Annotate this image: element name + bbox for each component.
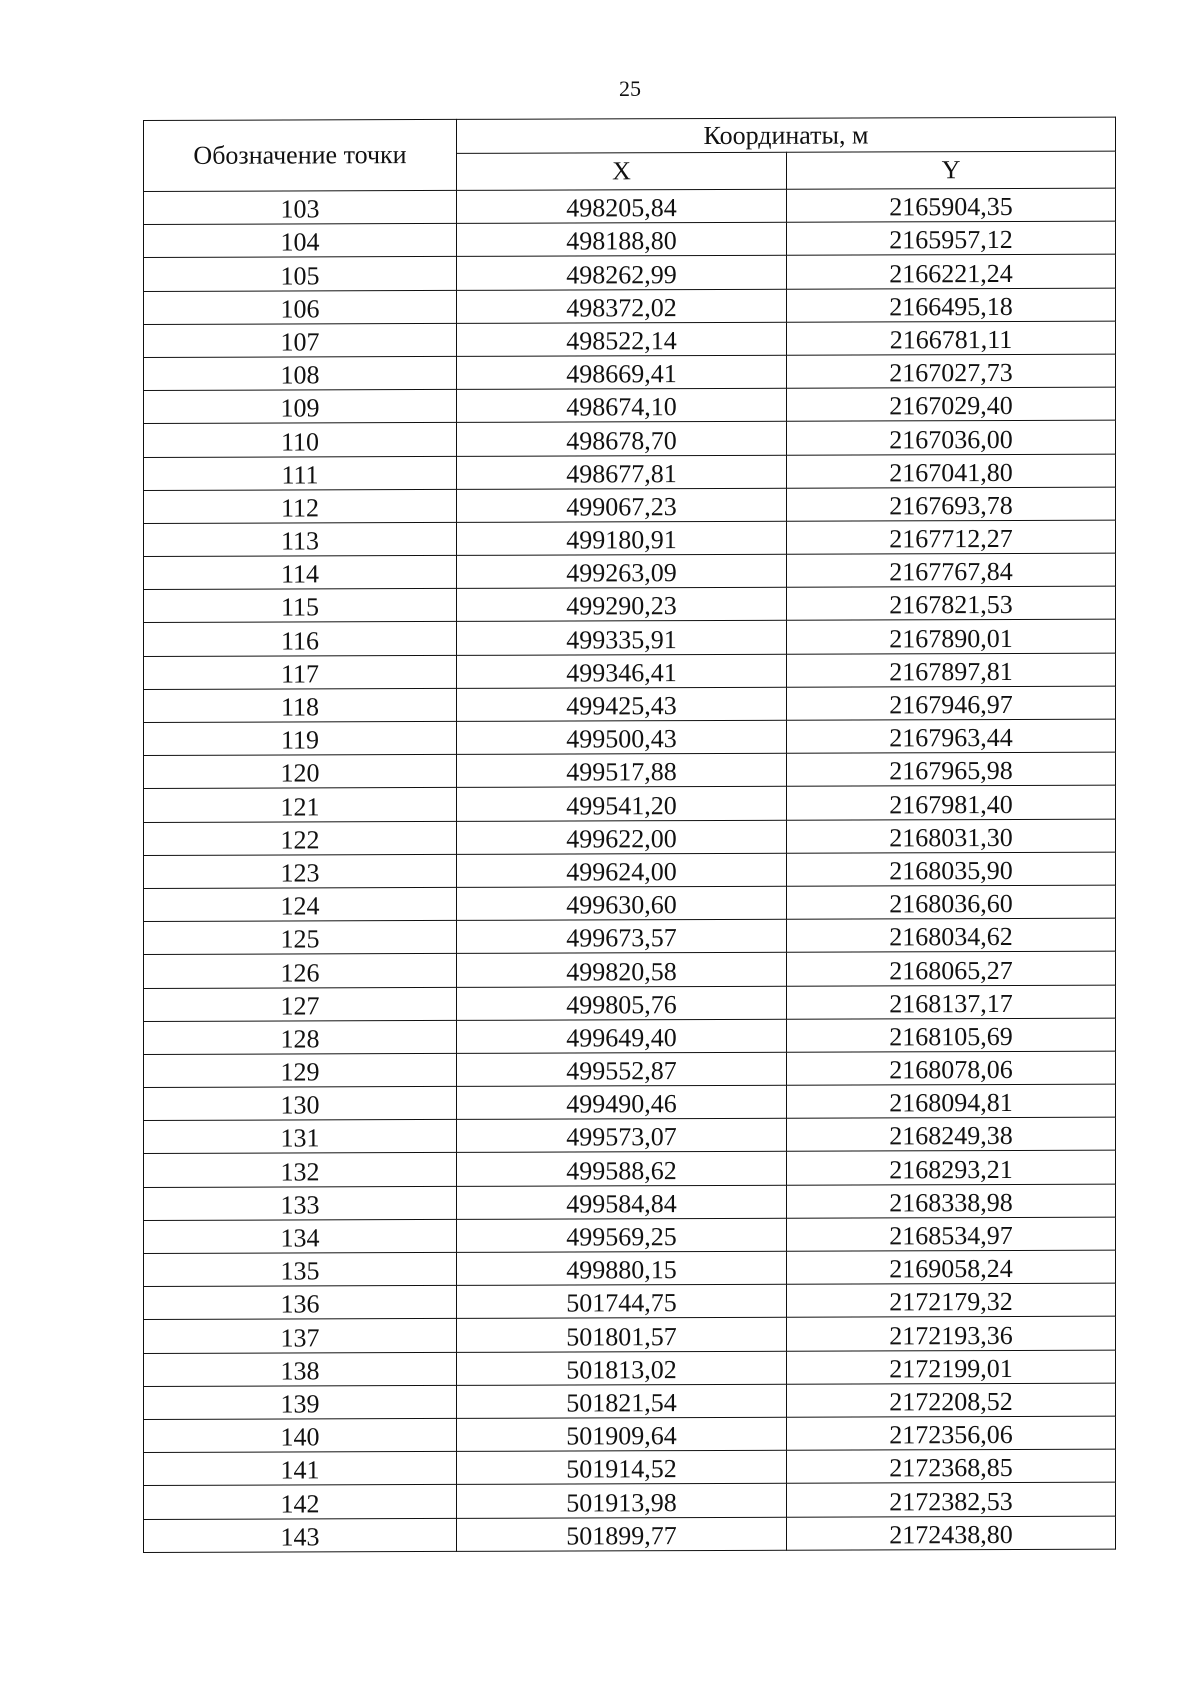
y-coordinate-cell-value: 2167981,40	[889, 789, 1013, 819]
x-coordinate-cell-value: 499805,76	[566, 989, 677, 1020]
x-coordinate-cell-value: 499584,84	[566, 1188, 677, 1219]
table-row	[144, 1051, 1116, 1088]
x-coordinate-cell	[457, 422, 787, 456]
table-row	[144, 586, 1116, 623]
point-cell	[144, 390, 457, 424]
x-coordinate-cell	[457, 1119, 787, 1153]
point-cell	[144, 1153, 457, 1187]
table-row	[144, 1018, 1116, 1055]
y-coordinate-cell	[787, 1250, 1116, 1284]
point-cell	[144, 1286, 457, 1320]
y-coordinate-cell	[787, 1018, 1116, 1052]
x-coordinate-cell	[457, 1251, 787, 1285]
x-coordinate-cell	[457, 1085, 787, 1119]
point-cell	[144, 257, 457, 291]
x-coordinate-cell	[457, 753, 787, 787]
y-coordinate-cell-value: 2168078,06	[889, 1055, 1013, 1085]
y-coordinate-cell	[787, 852, 1116, 886]
table-row	[144, 918, 1116, 955]
y-column-header: Y	[787, 152, 1116, 190]
y-coordinate-cell-value: 2172438,80	[889, 1519, 1013, 1550]
point-cell	[144, 1518, 457, 1552]
point-cell-value: 109	[280, 393, 320, 423]
table-row	[144, 321, 1116, 358]
y-coordinate-cell	[787, 686, 1116, 720]
table-row	[144, 1350, 1116, 1387]
x-coordinate-cell-value: 499067,23	[566, 492, 677, 522]
table-row	[144, 885, 1116, 922]
x-coordinate-cell-value: 498674,10	[566, 392, 677, 422]
x-coordinate-cell	[457, 256, 787, 290]
x-coordinate-cell-value: 498677,81	[566, 458, 677, 489]
table-row	[144, 785, 1116, 822]
y-coordinate-cell-value: 2167821,53	[889, 590, 1013, 620]
y-coordinate-cell-value: 2168034,62	[889, 922, 1013, 952]
table-row	[144, 1283, 1116, 1320]
y-coordinate-cell	[787, 520, 1116, 554]
table-row	[144, 1482, 1116, 1519]
point-cell-value: 116	[280, 626, 320, 656]
point-cell-value: 133	[280, 1190, 320, 1220]
x-coordinate-cell	[457, 588, 787, 622]
point-cell-value: 105	[280, 260, 320, 291]
y-coordinate-cell	[787, 254, 1116, 288]
x-coordinate-cell	[457, 886, 787, 920]
point-cell-value: 129	[280, 1057, 320, 1087]
y-coordinate-cell	[787, 785, 1116, 819]
y-coordinate-cell	[787, 553, 1116, 587]
y-coordinate-cell-value: 2168035,90	[889, 855, 1013, 886]
point-cell-value: 120	[280, 758, 320, 788]
y-coordinate-cell	[787, 1316, 1116, 1350]
y-coordinate-cell	[787, 653, 1116, 687]
point-cell	[144, 1385, 457, 1419]
x-coordinate-cell	[457, 1218, 787, 1252]
x-coordinate-cell-value: 499490,46	[566, 1089, 677, 1119]
y-coordinate-cell	[787, 1151, 1116, 1185]
y-coordinate-cell-value: 2167767,84	[889, 557, 1013, 587]
y-coordinate-cell	[787, 620, 1116, 654]
x-coordinate-cell	[457, 388, 787, 422]
x-coordinate-cell-value: 498372,02	[566, 292, 677, 323]
table-row	[144, 1151, 1116, 1188]
x-coordinate-cell	[457, 986, 787, 1020]
y-coordinate-cell-value: 2167036,00	[889, 424, 1013, 454]
y-coordinate-cell-value: 2168249,38	[889, 1121, 1013, 1151]
x-coordinate-cell	[457, 1019, 787, 1053]
point-cell	[144, 854, 457, 888]
point-cell-value: 135	[280, 1256, 320, 1286]
x-coordinate-cell	[457, 720, 787, 754]
y-coordinate-cell	[787, 1350, 1116, 1384]
y-coordinate-cell	[787, 387, 1116, 421]
y-coordinate-cell	[787, 1184, 1116, 1218]
y-coordinate-cell-value: 2172208,52	[889, 1386, 1013, 1417]
x-coordinate-cell	[457, 289, 787, 323]
table-row	[144, 1449, 1116, 1486]
y-coordinate-cell-value: 2172193,36	[889, 1320, 1013, 1350]
page-number: 25	[619, 76, 641, 101]
x-coordinate-cell	[457, 953, 787, 987]
x-coordinate-cell	[457, 1450, 787, 1484]
table-row	[144, 454, 1116, 491]
table-row	[144, 752, 1116, 789]
table-row	[144, 985, 1116, 1022]
table-row	[144, 420, 1116, 457]
point-cell-value: 136	[280, 1289, 320, 1319]
point-cell-value: 138	[280, 1356, 320, 1386]
y-coordinate-cell	[787, 1416, 1116, 1450]
y-coordinate-cell	[787, 885, 1116, 919]
x-coordinate-cell-value: 499573,07	[566, 1122, 677, 1152]
table-row	[144, 1383, 1116, 1420]
table-row	[144, 288, 1116, 325]
point-cell-value: 128	[280, 1024, 320, 1054]
y-coordinate-cell-value: 2172368,85	[889, 1453, 1013, 1483]
x-coordinate-cell-value: 499880,15	[566, 1255, 677, 1285]
table-row	[144, 653, 1116, 690]
x-coordinate-cell	[457, 1152, 787, 1186]
point-cell-value: 107	[280, 327, 320, 357]
coordinates-header: Координаты, м	[457, 117, 1116, 154]
y-coordinate-cell-value: 2165904,35	[889, 192, 1013, 222]
table-row	[144, 686, 1116, 723]
y-coordinate-cell-value: 2167946,97	[889, 689, 1013, 720]
coordinates-table	[143, 117, 1116, 1553]
x-coordinate-cell	[457, 654, 787, 688]
y-coordinate-cell	[787, 1084, 1116, 1118]
x-coordinate-cell	[457, 687, 787, 721]
x-coordinate-cell	[457, 1185, 787, 1219]
y-coordinate-cell-value: 2168338,98	[889, 1187, 1013, 1218]
point-cell	[144, 622, 457, 656]
x-coordinate-cell	[457, 919, 787, 953]
point-cell-value: 127	[280, 991, 320, 1021]
x-coordinate-cell	[457, 1517, 787, 1551]
x-coordinate-cell-value: 501744,75	[566, 1288, 677, 1318]
y-coordinate-cell-value: 2168065,27	[889, 955, 1013, 985]
x-coordinate-cell-value: 501899,77	[566, 1520, 677, 1551]
point-cell-value: 125	[280, 924, 320, 954]
x-coordinate-cell-value: 501801,57	[566, 1321, 677, 1352]
y-coordinate-cell	[787, 221, 1116, 255]
y-coordinate-cell	[787, 1283, 1116, 1317]
y-coordinate-cell-value: 2167965,98	[889, 756, 1013, 786]
x-coordinate-cell	[457, 222, 787, 256]
table-row	[144, 1516, 1116, 1553]
x-coordinate-cell-value: 501909,64	[566, 1421, 677, 1451]
point-cell	[144, 1219, 457, 1253]
y-coordinate-cell-value: 2167041,80	[889, 457, 1013, 488]
x-coordinate-cell	[457, 1384, 787, 1418]
point-cell	[144, 1020, 457, 1054]
y-coordinate-cell-value: 2172199,01	[889, 1353, 1013, 1384]
point-cell	[144, 1053, 457, 1087]
x-coordinate-cell-value: 499180,91	[566, 525, 677, 555]
y-coordinate-cell-value: 2168293,21	[889, 1154, 1013, 1185]
point-cell	[144, 423, 457, 457]
y-coordinate-cell	[787, 819, 1116, 853]
x-coordinate-cell	[457, 820, 787, 854]
point-cell-value: 118	[280, 692, 320, 722]
y-coordinate-cell	[787, 288, 1116, 322]
x-coordinate-cell	[457, 787, 787, 821]
x-coordinate-cell-value: 501813,02	[566, 1354, 677, 1385]
y-coordinate-cell-value: 2168031,30	[889, 822, 1013, 853]
point-cell	[144, 987, 457, 1021]
x-coordinate-cell	[457, 355, 787, 389]
point-cell	[144, 190, 457, 224]
x-coordinate-cell-value: 501821,54	[566, 1388, 677, 1418]
y-coordinate-cell-value: 2167029,40	[889, 391, 1013, 421]
point-cell	[144, 1352, 457, 1386]
y-coordinate-cell	[787, 918, 1116, 952]
table-row	[144, 221, 1116, 258]
point-cell	[144, 555, 457, 589]
x-coordinate-cell	[457, 1318, 787, 1352]
point-cell	[144, 1418, 457, 1452]
table-row	[144, 387, 1116, 424]
point-cell	[144, 456, 457, 490]
y-coordinate-cell-value: 2167712,27	[889, 524, 1013, 554]
y-coordinate-cell	[787, 951, 1116, 985]
y-coordinate-cell-value: 2168036,60	[889, 889, 1013, 919]
x-coordinate-cell	[457, 521, 787, 555]
point-cell-value: 139	[280, 1389, 320, 1419]
point-cell	[144, 356, 457, 390]
x-coordinate-cell-value: 499569,25	[566, 1222, 677, 1252]
y-coordinate-cell-value: 2168105,69	[889, 1021, 1013, 1052]
x-coordinate-cell	[457, 1417, 787, 1451]
point-cell-value: 132	[280, 1157, 320, 1187]
x-coordinate-cell-value: 498522,14	[566, 326, 677, 356]
y-coordinate-cell-value: 2168137,17	[889, 988, 1013, 1019]
y-coordinate-cell	[787, 321, 1116, 355]
point-cell	[144, 1452, 457, 1486]
table-header	[144, 117, 1116, 191]
y-coordinate-cell-value: 2168534,97	[889, 1220, 1013, 1251]
point-cell	[144, 323, 457, 357]
point-cell	[144, 755, 457, 789]
point-cell	[144, 1086, 457, 1120]
point-cell	[144, 655, 457, 689]
point-cell-value: 126	[280, 957, 320, 988]
x-coordinate-cell-value: 501913,98	[566, 1487, 677, 1518]
point-cell-value: 131	[280, 1123, 320, 1153]
x-coordinate-cell-value: 499541,20	[566, 790, 677, 821]
x-coordinate-cell-value: 499622,00	[566, 823, 677, 854]
table-row	[144, 487, 1116, 524]
point-cell	[144, 224, 457, 258]
x-coordinate-cell-value: 499588,62	[566, 1155, 677, 1186]
point-cell-value: 143	[280, 1522, 320, 1552]
y-coordinate-cell-value: 2167693,78	[889, 490, 1013, 521]
x-coordinate-cell-value: 498188,80	[566, 226, 677, 256]
y-coordinate-cell	[787, 354, 1116, 388]
x-coordinate-cell	[457, 488, 787, 522]
point-cell-value: 140	[280, 1422, 320, 1452]
y-coordinate-cell-value: 2172179,32	[889, 1287, 1013, 1317]
point-cell	[144, 290, 457, 324]
y-coordinate-cell	[787, 586, 1116, 620]
point-cell-value: 119	[280, 725, 320, 755]
point-cell-value: 121	[280, 791, 320, 822]
point-cell	[144, 1186, 457, 1220]
x-coordinate-cell-value: 499552,87	[566, 1056, 677, 1086]
table-row	[144, 620, 1116, 657]
table-row	[144, 1316, 1116, 1353]
x-coordinate-cell-value: 499290,23	[566, 591, 677, 621]
coordinates-table-container	[143, 117, 1115, 1553]
table-row	[144, 520, 1116, 557]
y-coordinate-cell-value: 2167027,73	[889, 358, 1013, 388]
table-row	[144, 1416, 1116, 1453]
table-row	[144, 254, 1116, 291]
table-row	[144, 1184, 1116, 1221]
table-row	[144, 951, 1116, 988]
table-row	[144, 1217, 1116, 1254]
point-cell-value: 108	[280, 360, 320, 390]
point-cell-value: 112	[280, 493, 320, 523]
point-cell-value: 111	[281, 460, 319, 490]
point-cell	[144, 589, 457, 623]
point-designation-header: Обозначение точки	[144, 119, 457, 191]
point-cell-value: 124	[280, 891, 320, 921]
point-cell-value: 103	[280, 194, 320, 224]
x-coordinate-cell-value: 498205,84	[566, 193, 677, 223]
y-coordinate-cell	[787, 188, 1116, 222]
x-coordinate-cell-value: 499346,41	[566, 657, 677, 688]
y-coordinate-cell-value: 2165957,12	[889, 225, 1013, 255]
y-coordinate-cell	[787, 1051, 1116, 1085]
y-coordinate-cell	[787, 719, 1116, 753]
x-coordinate-cell-value: 499335,91	[566, 624, 677, 655]
y-coordinate-cell	[787, 1217, 1116, 1251]
y-coordinate-cell	[787, 454, 1116, 488]
y-coordinate-cell	[787, 1516, 1116, 1550]
x-coordinate-cell-value: 498669,41	[566, 359, 677, 389]
point-cell-value: 130	[280, 1090, 320, 1120]
point-cell	[144, 489, 457, 523]
y-coordinate-cell	[787, 1482, 1116, 1516]
table-row	[144, 819, 1116, 856]
y-coordinate-cell-value: 2168094,81	[889, 1088, 1013, 1118]
x-coordinate-cell	[457, 554, 787, 588]
x-coordinate-cell-value: 499263,09	[566, 558, 677, 588]
x-coordinate-cell	[457, 1484, 787, 1518]
y-coordinate-cell-value: 2167890,01	[889, 623, 1013, 654]
x-coordinate-cell	[457, 1351, 787, 1385]
point-cell-value: 113	[280, 526, 320, 556]
point-cell	[144, 688, 457, 722]
y-coordinate-cell-value: 2167963,44	[889, 723, 1013, 753]
y-coordinate-cell	[787, 487, 1116, 521]
y-coordinate-cell-value: 2172356,06	[889, 1420, 1013, 1450]
table-body	[144, 188, 1116, 1552]
y-coordinate-cell-value: 2169058,24	[889, 1254, 1013, 1284]
x-coordinate-cell	[457, 189, 787, 223]
y-coordinate-cell	[787, 752, 1116, 786]
point-cell-value: 137	[280, 1322, 320, 1353]
y-coordinate-cell-value: 2166495,18	[889, 291, 1013, 322]
point-cell	[144, 522, 457, 556]
y-coordinate-cell	[787, 420, 1116, 454]
table-row	[144, 1084, 1116, 1121]
point-cell	[144, 1120, 457, 1154]
x-coordinate-cell-value: 499820,58	[566, 956, 677, 987]
x-coordinate-cell	[457, 1284, 787, 1318]
point-cell	[144, 1319, 457, 1353]
point-cell-value: 115	[280, 592, 320, 622]
x-coordinate-cell-value: 499630,60	[566, 890, 677, 920]
point-cell-value: 141	[280, 1455, 320, 1485]
x-coordinate-cell	[457, 455, 787, 489]
x-coordinate-cell-value: 499673,57	[566, 923, 677, 953]
point-cell	[144, 954, 457, 988]
x-coordinate-cell-value: 499425,43	[566, 691, 677, 721]
point-cell	[144, 887, 457, 921]
x-coordinate-cell	[457, 853, 787, 887]
point-cell-value: 123	[280, 858, 320, 888]
y-coordinate-cell-value: 2166221,24	[889, 258, 1013, 288]
y-coordinate-cell-value: 2172382,53	[889, 1486, 1013, 1516]
x-coordinate-cell-value: 499517,88	[566, 757, 677, 787]
point-cell-value: 134	[280, 1223, 320, 1253]
point-cell	[144, 921, 457, 955]
table-row	[144, 852, 1116, 889]
table-row	[144, 188, 1116, 225]
point-cell-value: 106	[280, 294, 320, 324]
y-coordinate-cell	[787, 1383, 1116, 1417]
point-cell	[144, 1252, 457, 1286]
point-cell-value: 104	[280, 227, 320, 257]
point-cell	[144, 821, 457, 855]
point-cell-value: 142	[280, 1488, 320, 1519]
x-coordinate-cell	[457, 322, 787, 356]
table-row	[144, 1250, 1116, 1287]
y-coordinate-cell-value: 2167897,81	[889, 656, 1013, 687]
y-coordinate-cell	[787, 1449, 1116, 1483]
point-cell-value: 117	[280, 659, 320, 689]
point-cell-value: 122	[280, 825, 320, 855]
x-coordinate-cell-value: 498262,99	[566, 259, 677, 290]
point-cell	[144, 721, 457, 755]
x-coordinate-cell-value: 499649,40	[566, 1023, 677, 1053]
y-coordinate-cell	[787, 985, 1116, 1019]
point-cell-value: 110	[280, 426, 320, 457]
x-coordinate-cell-value: 498678,70	[566, 425, 677, 456]
table-row	[144, 719, 1116, 756]
table-row	[144, 553, 1116, 590]
x-column-header: X	[457, 153, 787, 191]
x-coordinate-cell	[457, 621, 787, 655]
table-row	[144, 1117, 1116, 1154]
y-coordinate-cell-value: 2166781,11	[889, 324, 1013, 355]
x-coordinate-cell-value: 499624,00	[566, 857, 677, 887]
point-cell	[144, 788, 457, 822]
point-cell	[144, 1485, 457, 1519]
x-coordinate-cell-value: 499500,43	[566, 724, 677, 754]
point-cell-value: 114	[280, 559, 320, 589]
x-coordinate-cell-value: 501914,52	[566, 1454, 677, 1484]
table-row	[144, 354, 1116, 391]
y-coordinate-cell	[787, 1117, 1116, 1151]
x-coordinate-cell	[457, 1052, 787, 1086]
